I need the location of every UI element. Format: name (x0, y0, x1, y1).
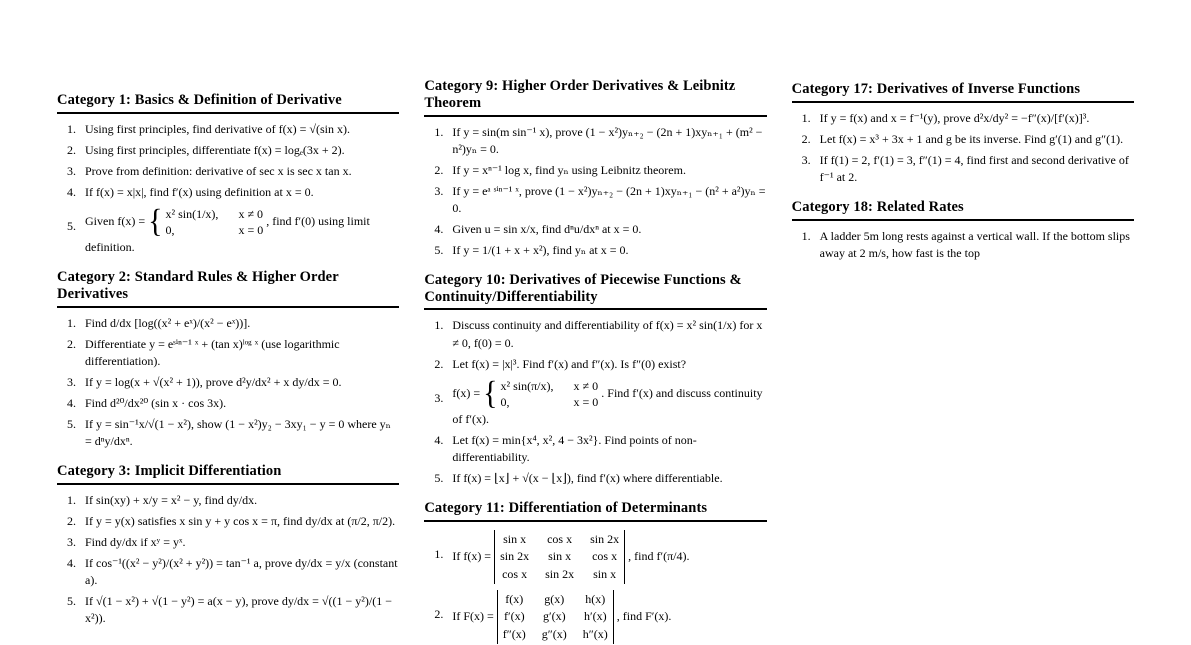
case-cond: x ≠ 0 (238, 206, 264, 221)
section-title: Category 3: Implicit Differentiation (57, 463, 282, 480)
title-rule (57, 483, 399, 485)
problem-item (792, 152, 1134, 186)
title-rule (57, 306, 399, 308)
case-expr: 0, (165, 223, 175, 238)
problem-item (424, 377, 766, 428)
problem-item (792, 110, 1134, 127)
problem-item (57, 142, 399, 159)
problem-item (424, 529, 766, 585)
problem-item (57, 315, 399, 332)
section-category-2 (57, 269, 399, 450)
item-number: 3. (434, 390, 444, 405)
item-text: If y = 1/(1 + x + x²), find yₙ at x = 0. (452, 242, 629, 257)
item-number: 2. (67, 142, 76, 157)
determinant (494, 530, 625, 584)
item-text: If cos⁻¹((x² − y²)/(x² + y²)) = tan⁻¹ a, prove dy/dx = y/x (constant a). (85, 556, 398, 588)
item-number: 4. (67, 556, 76, 571)
problem-item (424, 124, 766, 158)
determinant-cell: cos x (592, 549, 618, 564)
case-cond: x ≠ 0 (573, 378, 599, 393)
item-text: If y = xⁿ⁻¹ log x, find yₙ using Leibnitz theorem. (452, 162, 686, 177)
item-text: If f(1) = 2, f′(1) = 3, f″(1) = 4, find first and second derivative of f⁻¹ at 2. (819, 152, 1129, 184)
section-category-11 (424, 500, 766, 645)
piecewise-cases (483, 375, 599, 411)
problem-item (424, 183, 766, 217)
determinant-cell: g(x) (544, 592, 565, 607)
problem-item (57, 395, 399, 412)
problem-item (424, 221, 766, 238)
determinant-cell: sin x (593, 566, 617, 581)
item-text: Find d/dx [log((x² + eˣ)/(x² − eˣ))]. (85, 315, 251, 330)
left-brace-glyph: { (148, 203, 163, 240)
determinant-cell: h″(x) (582, 626, 608, 641)
item-number: 5. (434, 471, 444, 486)
item-number: 1. (434, 546, 444, 561)
problem-list (424, 529, 766, 645)
problem-item (424, 470, 766, 487)
problem-list (57, 315, 399, 450)
left-brace-glyph: { (483, 375, 498, 411)
item-number: 3. (801, 152, 811, 167)
determinant-cell: sin 2x (545, 566, 575, 581)
item-number: 4. (67, 184, 76, 199)
problem-item (424, 589, 766, 645)
item-text: , find f′(π/4). (628, 548, 690, 563)
title-rule (792, 219, 1134, 221)
item-text: Find dy/dx if xʸ = yˣ. (85, 535, 186, 550)
problem-item (57, 336, 399, 370)
item-text: If y = eᵃ ˢⁱⁿ⁻¹ ˣ, prove (1 − x²)yₙ₊₂ − (2n + 1)xyₙ₊₁ − (n² + a²)yₙ = 0. (452, 183, 766, 215)
problem-item (57, 205, 399, 256)
item-number: 4. (434, 432, 444, 447)
problem-item (424, 432, 766, 466)
section-category-17 (792, 81, 1134, 186)
determinant-cell: g″(x) (541, 626, 567, 641)
item-text: If √(1 − x²) + √(1 − y²) = a(x − y), prove dy/dx = √((1 − y²)/(1 − x²)). (85, 594, 392, 626)
case-cond: x = 0 (573, 394, 599, 409)
problem-item (792, 131, 1134, 148)
item-number: 3. (67, 163, 76, 178)
section-category-9 (424, 78, 766, 259)
problem-item (424, 242, 766, 259)
item-number: 5. (67, 218, 76, 233)
item-text: If y = sin⁻¹x/√(1 − x²), show (1 − x²)y₂ − 3xy₁ − y = 0 where yₙ = dⁿy/dxⁿ. (85, 417, 391, 449)
item-text: Prove from definition: derivative of sec x is sec x tan x. (85, 163, 352, 178)
cases-grid (501, 378, 599, 410)
item-text: Using first principles, find derivative of f(x) = √(sin x). (85, 121, 350, 136)
problem-item (57, 534, 399, 551)
item-number: 2. (67, 514, 76, 529)
problem-item (57, 492, 399, 509)
item-text: Given f(x) = (85, 213, 146, 228)
determinant-grid (497, 590, 614, 644)
problem-item (57, 184, 399, 201)
determinant-cell: cos x (547, 531, 573, 546)
item-text: f(x) = (452, 385, 481, 400)
item-text: A ladder 5m long rests against a vertical wall. If the bottom slips away at 2 m/s, how fast is the top (819, 228, 1130, 260)
item-number: 1. (434, 124, 444, 139)
item-number: 5. (67, 594, 76, 609)
item-number: 5. (434, 242, 444, 257)
item-text: If F(x) = (452, 608, 494, 623)
section-category-18 (792, 199, 1134, 262)
item-number: 1. (801, 110, 811, 125)
case-expr: x² sin(1/x), (165, 206, 219, 221)
item-text: If f(x) = ⌊x⌋ + √(x − ⌊x⌋), find f′(x) where differentiable. (452, 471, 723, 486)
item-number: 4. (434, 221, 444, 236)
problem-list (792, 110, 1134, 186)
item-text: Discuss continuity and differentiability of f(x) = x² sin(1/x) for x ≠ 0, f(0) = 0. (452, 318, 763, 350)
item-text: If y = y(x) satisfies x sin y + y cos x = π, find dy/dx at (π/2, π/2). (85, 514, 396, 529)
item-number: 3. (67, 375, 76, 390)
determinant-cell: sin 2x (500, 549, 530, 564)
item-text: Find d²⁰/dx²⁰ (sin x · cos 3x). (85, 396, 227, 411)
problem-list (792, 228, 1134, 262)
problem-list (424, 124, 766, 259)
title-rule (424, 520, 766, 522)
cases-grid (166, 206, 264, 238)
item-text: Let f(x) = min{x⁴, x², 4 − 3x²}. Find points of non-differentiability. (452, 432, 697, 464)
case-expr: x² sin(π/x), (500, 378, 554, 393)
section-title: Category 17: Derivatives of Inverse Functions (791, 81, 1081, 97)
problem-item (424, 317, 766, 351)
section-title: Category 18: Related Rates (791, 198, 964, 215)
problem-list (57, 121, 399, 257)
item-text: , find F′(x). (616, 608, 672, 623)
section-category-10 (424, 272, 766, 487)
case-cond: x = 0 (238, 223, 264, 238)
item-text: If y = sin(m sin⁻¹ x), prove (1 − x²)yₙ₊₂ − (2n + 1)xyₙ₊₁ + (m² − n²)yₙ = 0. (452, 124, 763, 156)
determinant-cell: sin x (548, 549, 572, 564)
item-number: 2. (801, 131, 811, 146)
determinant-cell: sin x (503, 531, 527, 546)
column-3 (792, 78, 1134, 626)
item-text: . Find f′(x) and discuss continuity of f′(x). (452, 385, 763, 426)
item-number: 2. (434, 356, 444, 371)
determinant-cell: f″(x) (502, 626, 526, 641)
determinant-cell: h(x) (585, 592, 606, 607)
determinant-cell: h′(x) (583, 609, 607, 624)
problem-list (424, 317, 766, 487)
column-1 (57, 78, 399, 626)
section-title: Category 10: Derivatives of Piecewise Functions & Continuity/Differentiability (424, 271, 742, 305)
problem-item (57, 593, 399, 627)
item-number: 5. (67, 417, 76, 432)
title-rule (424, 115, 766, 117)
section-category-3 (57, 463, 399, 627)
item-number: 4. (67, 396, 76, 411)
problem-item (792, 228, 1134, 262)
section-title: Category 2: Standard Rules & Higher Order Derivatives (57, 269, 339, 303)
determinant-cell: f(x) (505, 592, 524, 607)
problem-item (424, 162, 766, 179)
item-text: If f(x) = x|x|, find f′(x) using definition at x = 0. (85, 184, 314, 199)
determinant-cell: cos x (502, 566, 528, 581)
item-number: 1. (67, 493, 76, 507)
problem-item (57, 163, 399, 180)
item-number: 2. (434, 162, 444, 177)
item-text: Let f(x) = x³ + 3x + 1 and g be its inverse. Find g′(1) and g″(1). (819, 131, 1124, 146)
title-rule (57, 112, 399, 114)
item-text: Given u = sin x/x, find dⁿu/dxⁿ at x = 0. (452, 221, 642, 236)
determinant-cell: g′(x) (542, 609, 566, 624)
item-text: If y = log(x + √(x² + 1)), prove d²y/dx² + x dy/dx = 0. (85, 375, 342, 390)
problem-item (57, 416, 399, 450)
case-expr: 0, (500, 394, 510, 409)
item-number: 1. (801, 228, 811, 243)
title-rule (792, 101, 1134, 103)
section-category-1 (57, 92, 399, 256)
problem-list (57, 492, 399, 627)
problem-item (57, 374, 399, 391)
section-title: Category 9: Higher Order Derivatives & Leibnitz Theorem (424, 78, 736, 111)
section-title: Category 1: Basics & Definition of Derivative (57, 92, 342, 108)
column-2 (424, 78, 766, 641)
item-text: If sin(xy) + x/y = x² − y, find dy/dx. (85, 493, 258, 507)
item-text: , find f′(0) using limit definition. (85, 213, 370, 255)
section-title: Category 11: Differentiation of Determinants (424, 500, 708, 517)
title-rule (424, 308, 766, 310)
item-number: 1. (434, 318, 444, 333)
piecewise-cases (148, 203, 264, 240)
item-text: If y = f(x) and x = f⁻¹(y), prove d²x/dy² = −f″(x)/[f′(x)]³. (819, 110, 1090, 125)
item-number: 3. (434, 183, 444, 198)
item-number: 2. (434, 607, 444, 622)
item-text: Let f(x) = |x|³. Find f′(x) and f″(x). Is f″(0) exist? (452, 356, 687, 371)
problem-item (57, 513, 399, 530)
determinant-cell: sin 2x (590, 531, 620, 546)
item-number: 1. (67, 315, 76, 330)
determinant-grid (494, 530, 625, 584)
problem-item (57, 121, 399, 138)
item-text: If f(x) = (452, 548, 492, 563)
item-number: 1. (67, 121, 76, 136)
item-text: Using first principles, differentiate f(x) = logₑ(3x + 2). (85, 142, 345, 157)
problem-item (424, 356, 766, 373)
determinant-cell: f′(x) (503, 609, 525, 624)
item-text: Differentiate y = eˢⁱⁿ⁻¹ ˣ + (tan x)ˡᵒᵍ ˣ (use logarithmic differentiation). (85, 337, 340, 369)
item-number: 3. (67, 535, 76, 550)
problem-item (57, 555, 399, 589)
determinant (497, 590, 614, 644)
item-number: 2. (67, 337, 76, 351)
